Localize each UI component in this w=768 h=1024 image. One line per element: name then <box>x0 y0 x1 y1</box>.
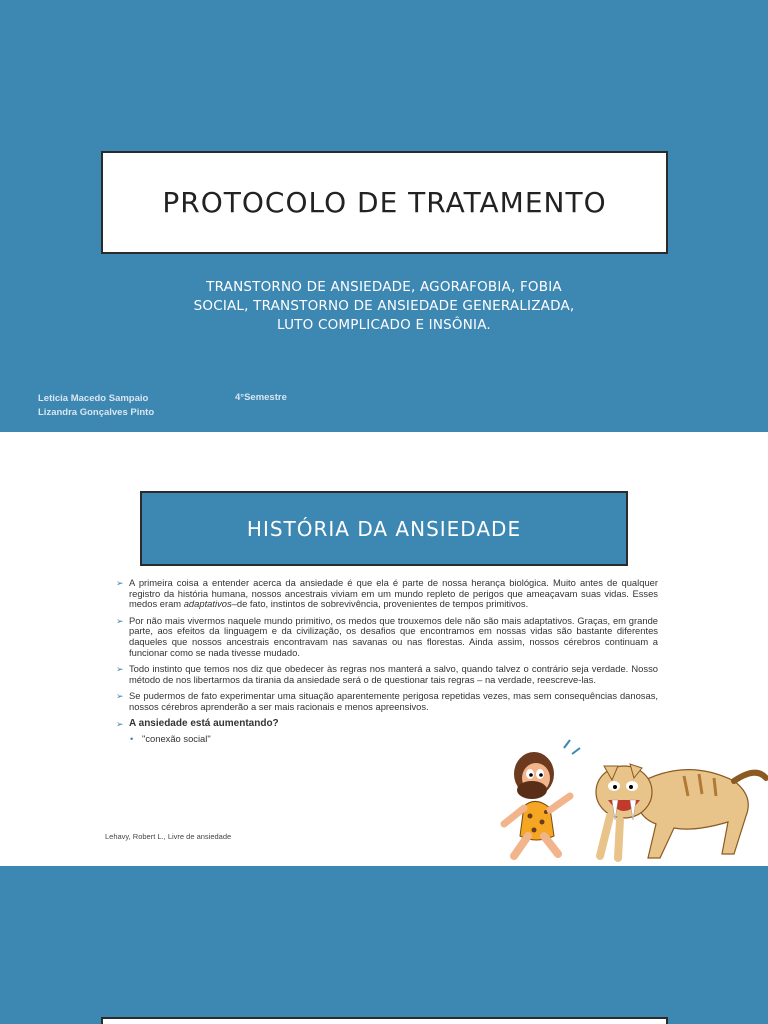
reference: Lehavy, Robert L., Livre de ansiedade <box>105 832 232 841</box>
next-slide-title-box <box>101 1017 668 1024</box>
bullet-item: ➢ Todo instinto que temos nos diz que obedecer às regras nos manterá a salvo, quando talvez o contrário seja verdade. Nosso método de nos libertarmos da tirania da ansiedade será o de questionar tais regras – na verdade, reescreve-las. <box>116 663 658 685</box>
semester-label: 4°Semestre <box>235 392 287 403</box>
bullet-question: ➢ A ansiedade está aumentando? <box>116 717 279 729</box>
subtitle-line: SOCIAL, TRANSTORNO DE ANSIEDADE GENERALIZADA, <box>193 298 575 314</box>
subtitle-line: TRANSTORNO DE ANSIEDADE, AGORAFOBIA, FOBIA <box>206 279 562 295</box>
title-slide <box>0 0 768 432</box>
author-name: Lizandra Gonçalves Pinto <box>38 407 155 418</box>
heading-box <box>140 491 628 566</box>
arrow-bullet-icon: ➢ <box>116 664 124 675</box>
arrow-bullet-icon: ➢ <box>116 615 124 626</box>
arrow-bullet-icon: ➢ <box>116 718 124 729</box>
sabertooth-figure <box>596 764 766 858</box>
next-slide <box>0 866 768 1024</box>
slide-heading: HISTÓRIA DA ANSIEDADE <box>246 516 522 541</box>
caveman-sabertooth-illustration <box>484 736 768 866</box>
history-slide <box>0 432 768 866</box>
bullet-item: ➢ Por não mais vivermos naquele mundo primitivo, os medos que trouxemos dele não são mais adaptativos. Graças, em grande parte, aos efeitos da linguagem e da civilização, os desafios que encontramos em nossas vidas são bastante diferentes daqueles que nossos ancestrais encontravam nas savanas ou nas florestas. Ainda assim, nossos cérebros continuam a funcionar como se nada tivesse mudado. <box>116 614 658 658</box>
bullet-item: ➢ A primeira coisa a entender acerca da ansiedade é que ela é parte de nossa herança biológica. Muito antes de qualquer registro da história humana, nossos ancestrais viviam em um mundo repleto de perigos que ameaçavam suas vidas. Esses medos eram adaptativos–de fato, instintos de sobrevivência, provenientes de tempos primitivos. <box>116 577 658 610</box>
bullet-list <box>116 578 658 745</box>
authors <box>38 392 154 420</box>
slide-subtitle <box>140 278 628 335</box>
slide-title: PROTOCOLO DE TRATAMENTO <box>162 186 607 219</box>
caveman-figure <box>504 740 580 856</box>
title-box <box>101 151 668 254</box>
arrow-bullet-icon: ➢ <box>116 578 124 588</box>
dot-bullet-icon: • <box>130 733 134 745</box>
sub-bullet-item: • "conexão social" <box>130 733 211 745</box>
author-name: Leticia Macedo Sampaio <box>38 393 149 404</box>
subtitle-line: LUTO COMPLICADO E INSÔNIA. <box>277 317 491 333</box>
bullet-item: ➢ Se pudermos de fato experimentar uma situação aparentemente perigosa repetidas vezes, mas sem consequências danosas, nossos cérebros aprenderão a ser mais racionais e menos apreensivos. <box>116 690 658 712</box>
arrow-bullet-icon: ➢ <box>116 691 124 702</box>
